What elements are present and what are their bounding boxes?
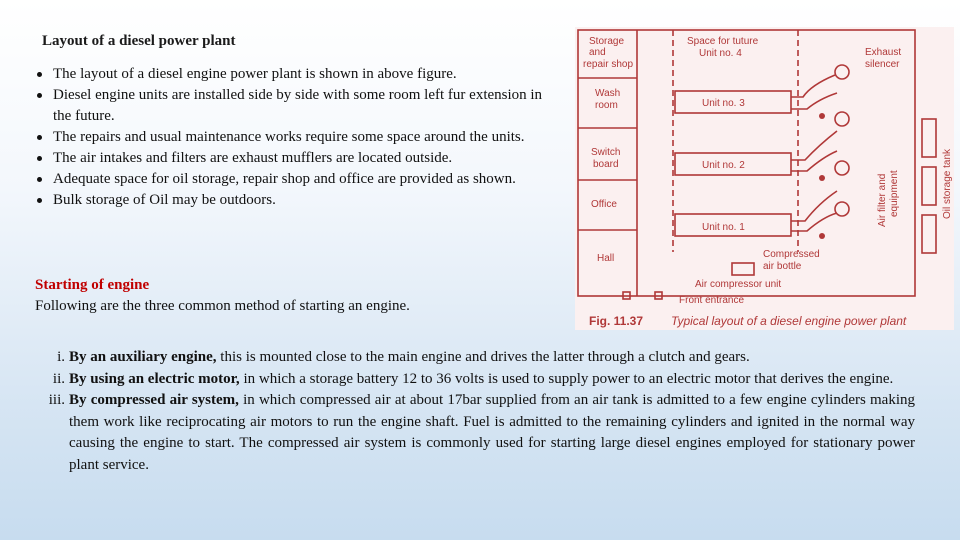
plant-layout-diagram [575,27,954,330]
bullet-item: The repairs and usual maintenance works require some space around the units. [35,127,555,148]
bullet-item: Diesel engine units are installed side by side with some room left fur extension in the future. [35,85,555,127]
plant-layout-figure [575,27,954,330]
bullet-item: Adequate space for oil storage, repair shop and office are provided as shown. [35,169,555,190]
figure-caption: Typical layout of a diesel engine power plant [671,314,907,328]
exhaust-label: silencer [865,59,900,70]
starting-methods-list [35,347,915,476]
exhaust-label: Exhaust [865,47,902,58]
bullet-item: Bulk storage of Oil may be outdoors. [35,190,555,211]
unit-label: Unit no. 1 [702,222,745,233]
unit-label: Unit no. 3 [702,98,745,109]
air-filter-label: equipment [889,170,900,217]
bullet-dot-icon [37,93,42,98]
exhaust-silencer-icon [835,202,849,216]
future-space-label: Space for tuture [687,36,759,47]
room-label: Hall [597,253,615,264]
entrance-label: Front entrance [679,295,745,306]
oil-tank-1 [922,119,936,157]
bullet-item: The layout of a diesel engine power plant is shown in above figure. [35,64,555,85]
air-bottle-label: air bottle [763,261,802,272]
slide-title: Layout of a diesel power plant [42,33,236,49]
oil-tank-3 [922,215,936,253]
method-item: ii. By using an electric motor, in which a storage battery 12 to 36 volts is used to supply power to an electric motor that derives the engine. [52,370,894,387]
oil-tank-label: Oil storage tank [942,148,953,219]
room-label: Storage [589,36,625,47]
room-label: board [593,159,619,170]
unit-label: Unit no. 2 [702,160,745,171]
oil-tank-2 [922,167,936,205]
compressor-label: Air compressor unit [695,279,782,290]
method-item: i. By an auxiliary engine, this is mounted close to the main engine and drives the latter through a clutch and gears. [57,349,750,365]
room-label: room [595,100,618,111]
bullet-dot-icon [37,135,42,140]
figure-number: Fig. 11.37 [589,314,644,328]
room-label: and [589,47,606,58]
air-bottle-label: Compressed [763,249,820,260]
room-label: Office [591,199,617,210]
future-space-label: Unit no. 4 [699,48,742,59]
compressor-unit [732,263,754,275]
starting-heading: Starting of engine [35,277,150,293]
room-label: Wash [595,88,621,99]
exhaust-silencer-icon [835,112,849,126]
bullet-dot-icon [37,72,42,77]
air-filter-label: Air filter and [877,173,888,227]
starting-intro: Following are the three common method of starting an engine. [35,298,410,314]
bullet-dot-icon [37,198,42,203]
bullet-dot-icon [37,156,42,161]
layout-bullet-list [35,64,555,211]
bullet-item: The air intakes and filters are exhaust mufflers are located outside. [35,148,555,169]
exhaust-silencer-icon [835,161,849,175]
exhaust-silencer-icon [835,65,849,79]
method-item: iii. By compressed air system, in which compressed air at about 17bar supplied from an air tank is admitted to a few engine cylinders making them work like reciprocating air motors to run the engine shaft. Fuel is admitted to the remaining cylinders and ignited in the normal way causing the engine to start. The compressed air system is commonly used for starting large diesel engines employed for stationary power plant service. [48,392,915,473]
room-label: repair shop [583,59,634,70]
bullet-dot-icon [37,177,42,182]
room-label: Switch [591,147,621,158]
